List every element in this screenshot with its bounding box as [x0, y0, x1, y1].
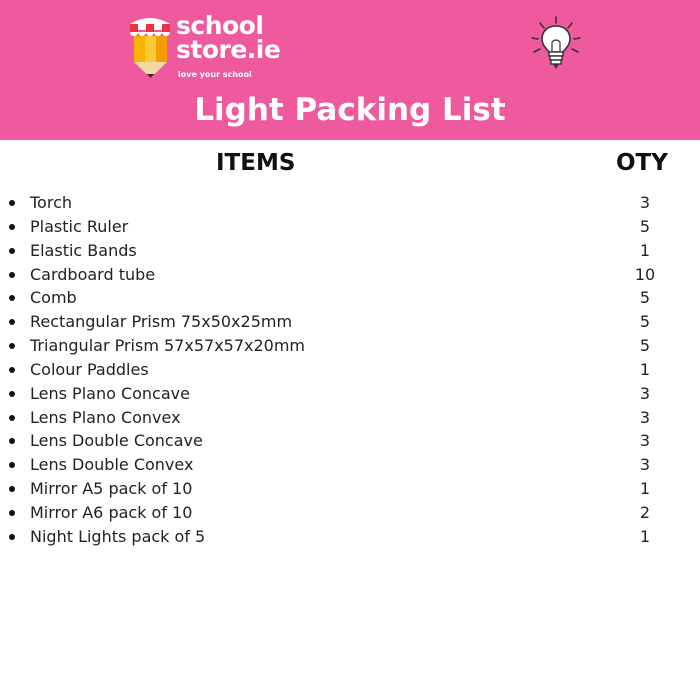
items-column-header: ITEMS	[216, 150, 296, 176]
item-qty: 2	[639, 502, 651, 522]
item-name: Cardboard tube	[30, 264, 156, 284]
bullet-icon	[9, 486, 15, 492]
school-store-logo[interactable]	[128, 10, 298, 80]
item-name: Elastic Bands	[30, 240, 137, 260]
item-name: Lens Double Concave	[30, 431, 203, 451]
bullet-icon	[9, 319, 15, 325]
logo-wordmark	[176, 11, 281, 64]
qty-column-header: OTY	[616, 150, 668, 176]
bullet-icon	[9, 534, 15, 540]
bullet-icon	[9, 272, 15, 278]
list-item	[0, 429, 700, 453]
logo-tagline: love your school	[178, 70, 252, 79]
packing-list	[0, 191, 700, 549]
list-item	[0, 239, 700, 263]
list-item	[0, 477, 700, 501]
item-name: Comb	[30, 288, 77, 308]
list-item	[0, 453, 700, 477]
list-item	[0, 263, 700, 287]
item-qty: 3	[639, 455, 651, 475]
item-name: Lens Plano Concave	[30, 383, 190, 403]
item-qty: 1	[639, 526, 651, 546]
logo-line-1: school	[176, 11, 264, 40]
item-name: Colour Paddles	[30, 359, 149, 379]
bullet-icon	[9, 438, 15, 444]
item-qty: 5	[639, 288, 651, 308]
bullet-icon	[9, 391, 15, 397]
list-item	[0, 358, 700, 382]
list-item	[0, 310, 700, 334]
bullet-icon	[9, 343, 15, 349]
item-qty: 1	[639, 359, 651, 379]
list-item	[0, 406, 700, 430]
bullet-icon	[9, 415, 15, 421]
item-qty: 3	[639, 407, 651, 427]
bullet-icon	[9, 224, 15, 230]
item-qty: 5	[639, 312, 651, 332]
item-qty: 10	[634, 264, 656, 284]
item-qty: 3	[639, 383, 651, 403]
item-qty: 3	[639, 431, 651, 451]
item-qty: 1	[639, 240, 651, 260]
item-name: Lens Double Convex	[30, 455, 194, 475]
page-title: Light Packing List	[194, 92, 506, 128]
item-name: Lens Plano Convex	[30, 407, 181, 427]
bullet-icon	[9, 462, 15, 468]
bullet-icon	[9, 295, 15, 301]
bullet-icon	[9, 248, 15, 254]
item-name: Mirror A6 pack of 10	[30, 502, 193, 522]
item-qty: 1	[639, 479, 651, 499]
item-qty: 5	[639, 216, 651, 236]
bullet-icon	[9, 510, 15, 516]
pencil-shop-icon	[128, 10, 172, 80]
list-item	[0, 286, 700, 310]
item-name: Triangular Prism 57x57x57x20mm	[30, 336, 306, 356]
list-item	[0, 501, 700, 525]
list-item	[0, 382, 700, 406]
item-name: Plastic Ruler	[30, 216, 129, 236]
logo-line-2: store.ie	[176, 35, 281, 64]
lightbulb-icon	[528, 14, 584, 72]
item-name: Rectangular Prism 75x50x25mm	[30, 312, 293, 332]
bullet-icon	[9, 367, 15, 373]
list-item	[0, 334, 700, 358]
header-banner	[0, 0, 700, 140]
bullet-icon	[9, 200, 15, 206]
list-item	[0, 215, 700, 239]
list-item	[0, 525, 700, 549]
list-item	[0, 191, 700, 215]
item-qty: 3	[639, 193, 651, 212]
item-name: Torch	[30, 193, 73, 212]
item-name: Mirror A5 pack of 10	[30, 479, 193, 499]
item-qty: 5	[639, 336, 651, 356]
item-name: Night Lights pack of 5	[30, 526, 206, 546]
